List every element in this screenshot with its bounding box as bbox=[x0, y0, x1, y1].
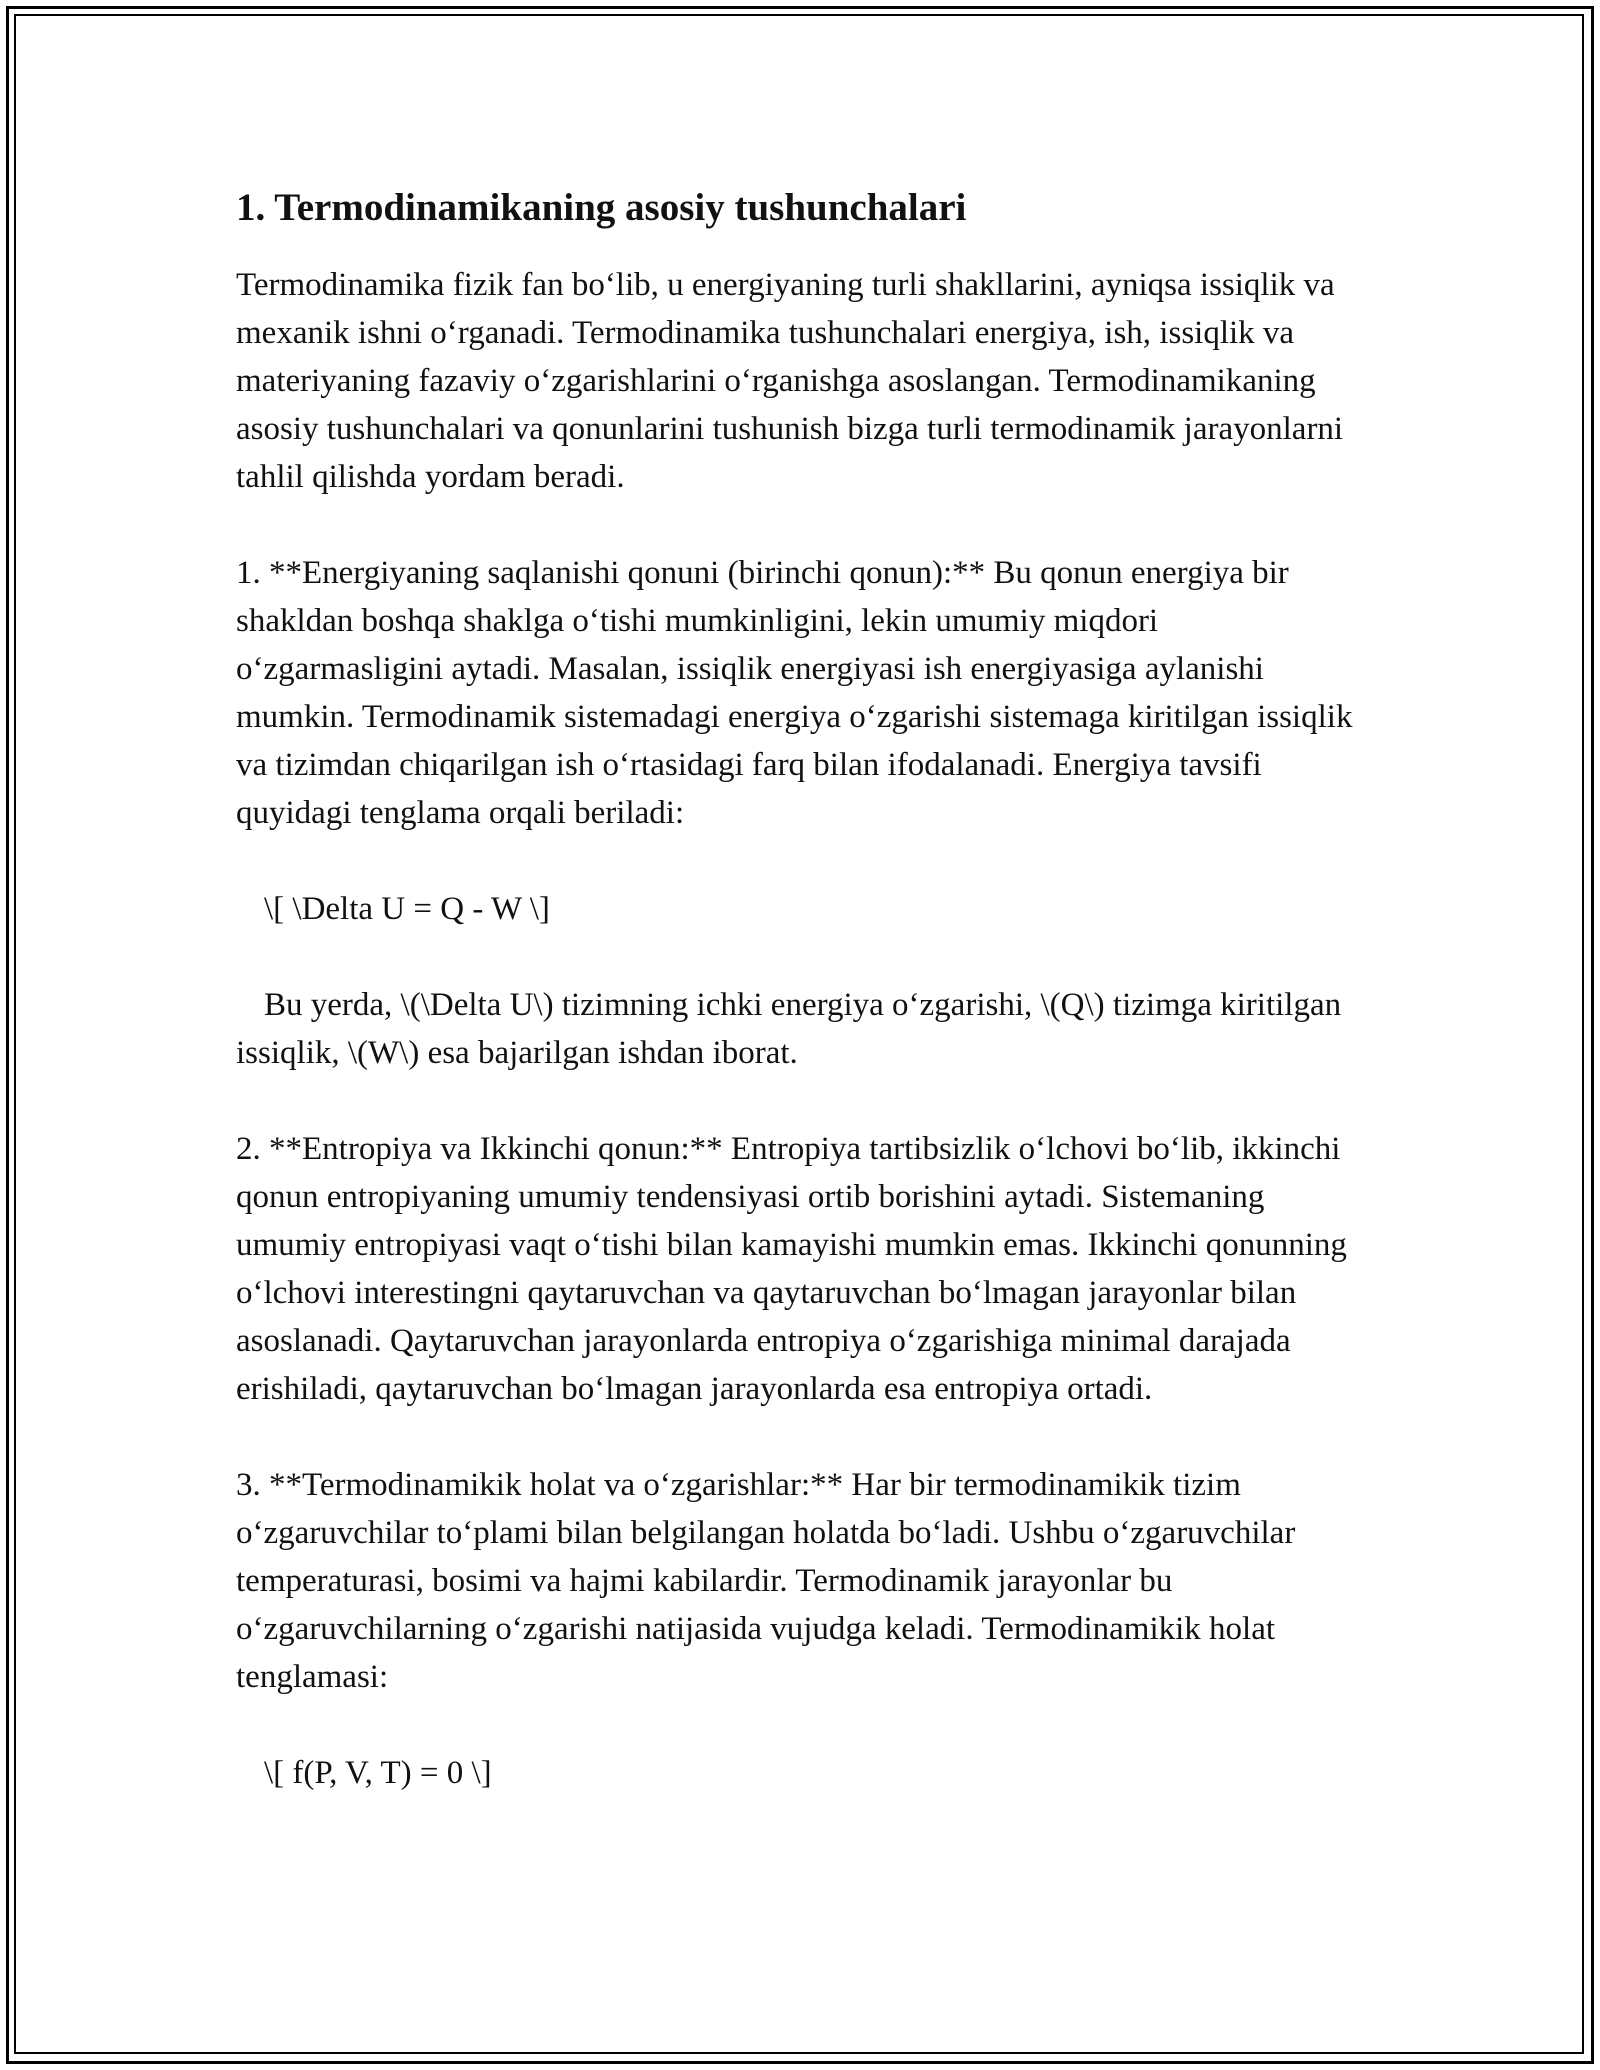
section-heading: 1. Termodinamikaning asosiy tushunchalari bbox=[236, 186, 967, 229]
equation-energy: \[ \Delta U = Q - W \] bbox=[264, 890, 550, 927]
equation-explanation: Bu yerda, \(\Delta U\) tizimning ichki energiya o‘zgarishi, \(Q\) tizimga kiritilgan issiqlik, \(W\) esa bajarilgan ishdan iborat. bbox=[236, 986, 1342, 1071]
document-body bbox=[236, 184, 1366, 1797]
list-item-first-law: 1. **Energiyaning saqlanishi qonuni (birinchi qonun):** Bu qonun energiya bir shakldan boshqa shaklga o‘tishi mumkinligini, lekin umumiy miqdori o‘zgarmasligini aytadi. Masalan, issiqlik energiyasi ish energiyasiga aylanishi mumkin. Termodinamik sistemadagi energiya o‘zgarishi sistemaga kiritilgan issiqlik va tizimdan chiqarilgan ish o‘rtasidagi farq bilan ifodalanadi. Energiya tavsifi quyidagi tenglama orqali beriladi: bbox=[236, 554, 1353, 831]
equation-state: \[ f(P, V, T) = 0 \] bbox=[264, 1754, 492, 1791]
intro-paragraph: Termodinamika fizik fan bo‘lib, u energiyaning turli shakllarini, ayniqsa issiqlik va mexanik ishni o‘rganadi. Termodinamika tushunchalari energiya, ish, issiqlik va materiyaning fazaviy o‘zgarishlarini o‘rganishga asoslangan. Termodinamikaning asosiy tushunchalari va qonunlarini tushunish bizga turli termodinamik jarayonlarni tahlil qilishda yordam beradi. bbox=[236, 266, 1344, 495]
list-item-state: 3. **Termodinamikik holat va o‘zgarishlar:** Har bir termodinamikik tizim o‘zgaruvchilar to‘plami bilan belgilangan holatda bo‘ladi. Ushbu o‘zgaruvchilar temperaturasi, bosimi va hajmi kabilardir. Termodinamik jarayonlar bu o‘zgaruvchilarning o‘zgarishi natijasida vujudga keladi. Termodinamikik holat tenglamasi: bbox=[236, 1466, 1296, 1695]
list-item-second-law: 2. **Entropiya va Ikkinchi qonun:** Entropiya tartibsizlik o‘lchovi bo‘lib, ikkinchi qonun entropiyaning umumiy tendensiyasi ortib borishini aytadi. Sistemaning umumiy entropiyasi vaqt o‘tishi bilan kamayishi mumkin emas. Ikkinchi qonunning o‘lchovi interestingni qaytaruvchan va qaytaruvchan bo‘lmagan jarayonlar bilan asoslanadi. Qaytaruvchan jarayonlarda entropiya o‘zgarishiga minimal darajada erishiladi, qaytaruvchan bo‘lmagan jarayonlarda esa entropiya ortadi. bbox=[236, 1130, 1347, 1407]
